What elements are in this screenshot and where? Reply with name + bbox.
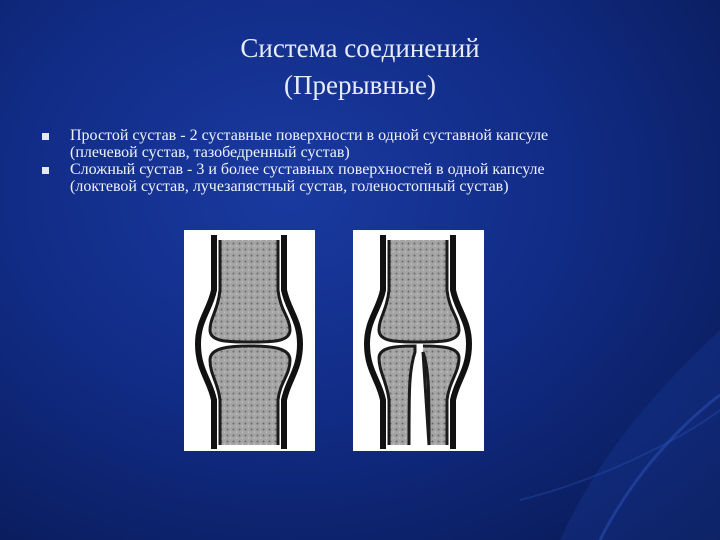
bullet-list [40,127,700,195]
complex-joint-drawing [353,230,484,451]
title-line-2: (Прерывные) [284,70,436,100]
complex-joint-illustration [353,230,484,451]
bullet-square-icon [42,167,49,174]
bullet-text: (плечевой сустав, тазобедренный сустав) [70,144,350,161]
bullet-square-icon [42,133,49,140]
bullet-simple-joint [40,127,700,161]
bullet-complex-joint [40,161,700,195]
bullet-text: (локтевой сустав, лучезапястный сустав, голеностопный сустав) [70,178,509,195]
simple-joint-illustration [184,230,315,451]
bullet-text: Простой сустав - 2 суставные поверхности в одной суставной капсуле [70,127,549,144]
title-line-1: Система соединений [240,33,480,63]
bullet-text: Сложный сустав - 3 и более суставных поверхностей в одной капсуле [70,161,545,178]
slide-title [0,30,720,104]
simple-joint-drawing [184,230,315,451]
